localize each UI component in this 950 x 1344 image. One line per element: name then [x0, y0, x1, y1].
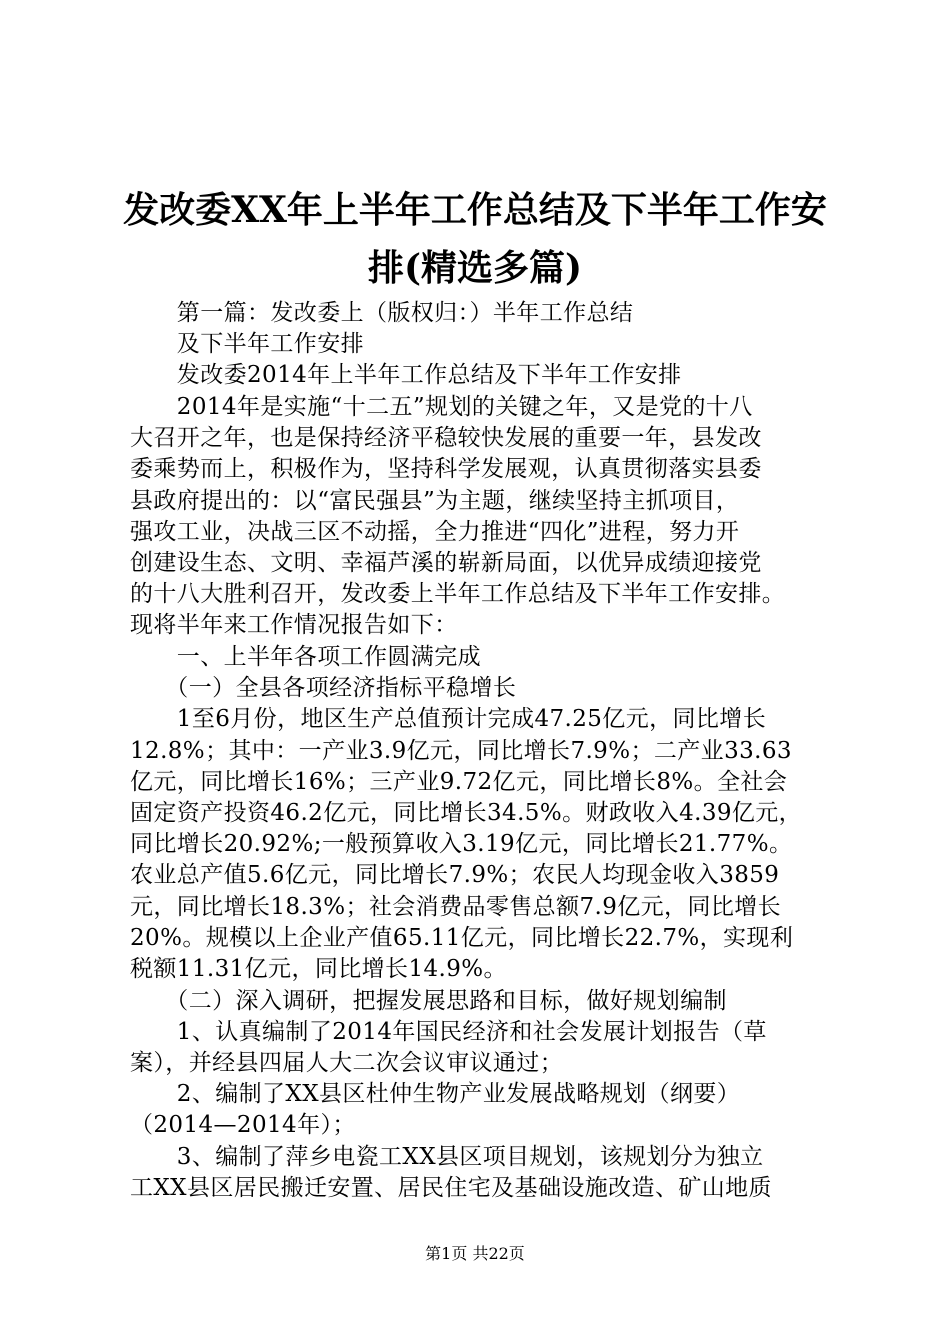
section-heading: 一、上半年各项工作圆满完成 [130, 644, 481, 670]
body-line: 发改委2014年上半年工作总结及下半年工作安排 [130, 362, 682, 388]
body-line: 工XX县区居民搬迁安置、居民住宅及基础设施改造、矿山地质 [130, 1175, 772, 1201]
body-line: 2、编制了XX县区杜仲生物产业发展战略规划（纲要） [130, 1081, 741, 1107]
body-line: 委乘势而上，积极作为，坚持科学发展观，认真贯彻落实县委 [130, 456, 762, 482]
body-line: 2014年是实施“十二五”规划的关键之年，又是党的十八 [130, 394, 753, 420]
body-line: 大召开之年，也是保持经济平稳较快发展的重要一年，县发改 [130, 425, 762, 451]
body-line: （2014—2014年）； [130, 1112, 356, 1138]
body-line: 固定资产投资46.2亿元，同比增长34.5%。财政收入4.39亿元， [130, 800, 803, 826]
body-line: 强攻工业，决战三区不动摇，全力推进“四化”进程，努力开 [130, 519, 740, 545]
body-line: 现将半年来工作情况报告如下： [130, 612, 458, 638]
body-line: 亿元，同比增长16%；三产业9.72亿元，同比增长8%。全社会 [130, 769, 788, 795]
body-line: 3、编制了萍乡电瓷工XX县区项目规划，该规划分为独立 [130, 1144, 764, 1170]
body-line: 案），并经县四届人大二次会议审议通过； [130, 1050, 564, 1076]
body-line: 12.8%；其中：一产业3.9亿元，同比增长7.9%；二产业33.63 [130, 738, 792, 764]
body-line: 20%。规模以上企业产值65.11亿元，同比增长22.7%，实现利 [130, 925, 794, 951]
page-footer: 第1页 共22页 [425, 1244, 525, 1263]
document-title-line-1: 发改委XX年上半年工作总结及下半年工作安 [123, 189, 827, 231]
body-line: 的十八大胜利召开，发改委上半年工作总结及下半年工作安排。 [130, 581, 786, 607]
document-title-line-2: 排(精选多篇) [367, 247, 583, 289]
body-line: 创建设生态、文明、幸福芦溪的崭新局面，以优异成绩迎接党 [130, 550, 762, 576]
body-line: 县政府提出的：以“富民强县”为主题，继续坚持主抓项目， [130, 488, 740, 514]
subsection-heading: （一）全县各项经济指标平稳增长 [130, 675, 517, 701]
body-line: 同比增长20.92%;一般预算收入3.19亿元，同比增长21.77%。 [130, 831, 793, 857]
body-line: 1、认真编制了2014年国民经济和社会发展计划报告（草 [130, 1019, 767, 1045]
subsection-heading: （二）深入调研，把握发展思路和目标，做好规划编制 [130, 988, 727, 1014]
body-line: 第一篇：发改委上（版权归：）半年工作总结 [130, 300, 634, 326]
body-line: 1至6月份，地区生产总值预计完成47.25亿元，同比增长 [130, 706, 767, 732]
body-line: 税额11.31亿元，同比增长14.9%。 [130, 956, 507, 982]
body-line: 及下半年工作安排 [130, 331, 364, 357]
body-line: 元，同比增长18.3%；社会消费品零售总额7.9亿元，同比增长 [130, 894, 782, 920]
body-line: 农业总产值5.6亿元，同比增长7.9%；农民人均现金收入3859 [130, 862, 780, 888]
